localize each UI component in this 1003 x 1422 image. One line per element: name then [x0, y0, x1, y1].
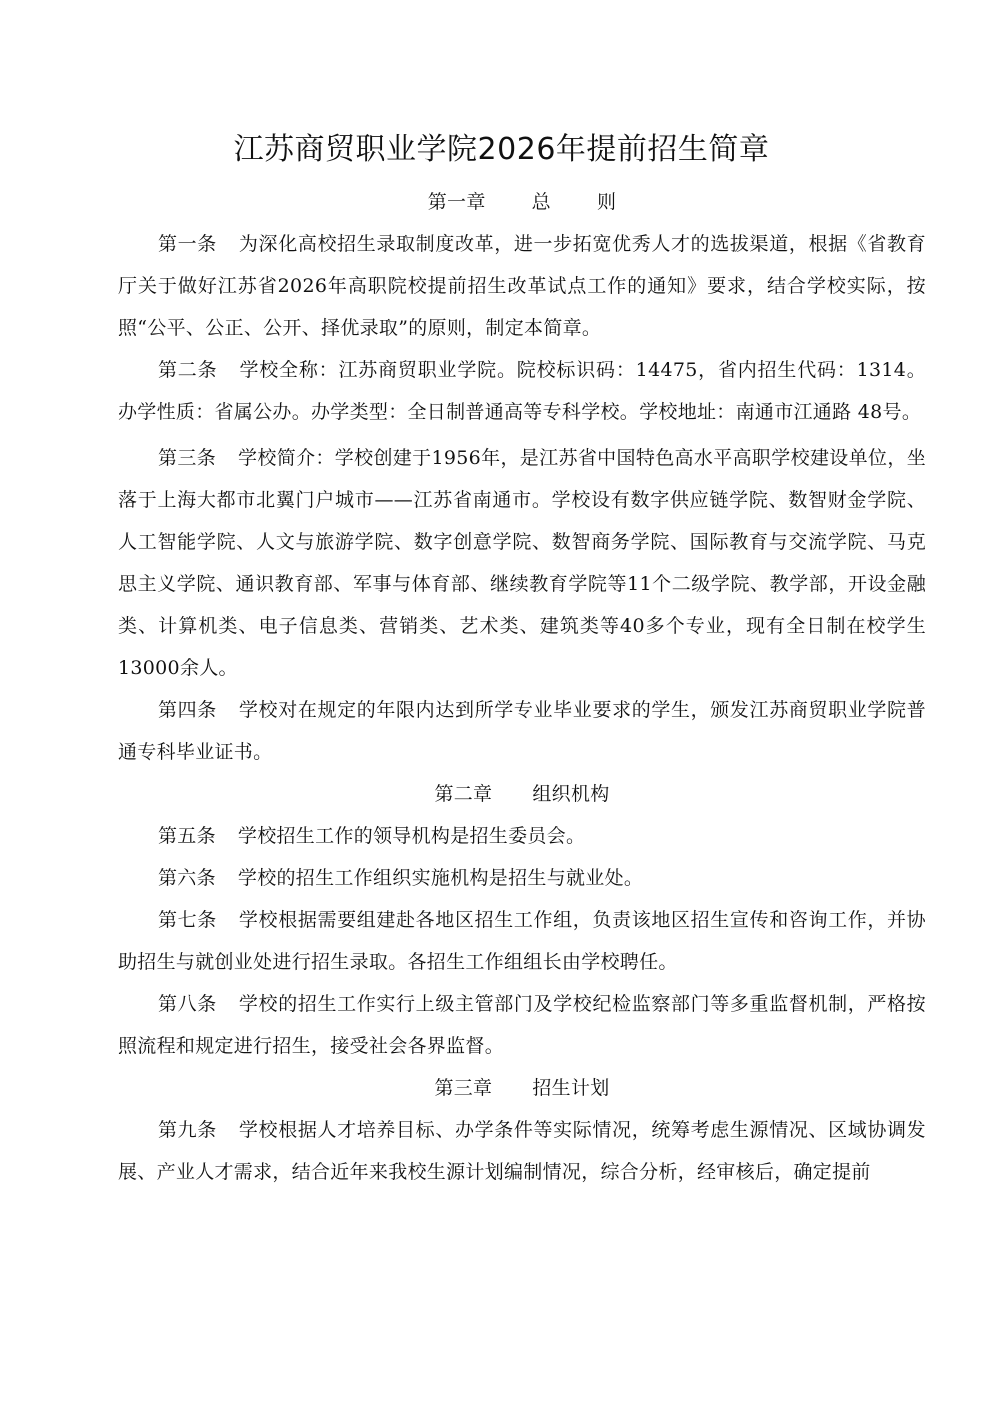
document-body [118, 181, 926, 1193]
article [118, 689, 926, 773]
chapter-heading [118, 1067, 926, 1109]
article [118, 815, 926, 857]
article [118, 223, 926, 349]
chapter-name-part: 总 [531, 191, 551, 213]
article-text: 学校简介：学校创建于1956年，是江苏省中国特色高水平高职学校建设单位，坐落于上海大都市北翼门户城市——江苏省南通市。学校设有数字供应链学院、数智财金学院、人工智能学院、人文与旅游学院、数字创意学院、数智商务学院、国际教育与交流学院、马克思主义学院、通识教育部、军事与体育部、继续教育学院等11个二级学院、教学部，开设金融类、计算机类、电子信息类、营销类、艺术类、建筑类等40多个专业，现有全日制在校学生13000余人。 [118, 447, 926, 679]
article-text: 学校的招生工作实行上级主管部门及学校纪检监察部门等多重监督机制，严格按照流程和规定进行招生，接受社会各界监督。 [118, 993, 926, 1057]
article-number: 第二条 [158, 359, 218, 381]
article [118, 983, 926, 1067]
article-number: 第一条 [158, 233, 217, 255]
article-text: 学校根据需要组建赴各地区招生工作组，负责该地区招生宣传和咨询工作，并协助招生与就创业处进行招生录取。各招生工作组组长由学校聘任。 [118, 909, 926, 973]
article-text: 学校招生工作的领导机构是招生委员会。 [237, 825, 586, 847]
article-number: 第五条 [158, 825, 216, 847]
article [118, 899, 926, 983]
chapter-heading [118, 181, 926, 223]
chapter-name: 组织机构 [532, 783, 610, 805]
article-number: 第八条 [158, 993, 217, 1015]
chapter-number: 第一章 [427, 191, 486, 213]
chapter-name-part: 则 [596, 191, 617, 213]
chapter-heading [118, 773, 926, 815]
article-text: 学校全称：江苏商贸职业学院。院校标识码：14475，省内招生代码：1314。办学性质：省属公办。办学类型：全日制普通高等专科学校。学校地址：南通市江通路 48号。 [118, 359, 926, 423]
article-text: 学校对在规定的年限内达到所学专业毕业要求的学生，颁发江苏商贸职业学院普通专科毕业证书。 [118, 699, 926, 763]
article-number: 第九条 [158, 1119, 217, 1141]
chapter-number: 第二章 [434, 783, 493, 805]
article [118, 349, 926, 433]
article-number: 第七条 [158, 909, 217, 931]
article [118, 437, 926, 689]
article-text: 学校根据人才培养目标、办学条件等实际情况，统筹考虑生源情况、区域协调发展、产业人才需求，结合近年来我校生源计划编制情况，综合分析，经审核后，确定提前 [118, 1119, 926, 1183]
article [118, 1109, 926, 1193]
chapter-number: 第三章 [434, 1077, 493, 1099]
document-title: 江苏商贸职业学院2026年提前招生简章 [233, 132, 770, 167]
article [118, 857, 926, 899]
chapter-name: 招生计划 [532, 1077, 610, 1099]
article-number: 第三条 [158, 447, 217, 469]
article-text: 学校的招生工作组织实施机构是招生与就业处。 [237, 867, 644, 889]
article-number: 第四条 [158, 699, 217, 721]
article-number: 第六条 [158, 867, 216, 889]
article-text: 为深化高校招生录取制度改革，进一步拓宽优秀人才的选拔渠道，根据《省教育厅关于做好江苏省2026年高职院校提前招生改革试点工作的通知》要求，结合学校实际，按照“公平、公正、公开、择优录取”的原则，制定本简章。 [118, 233, 926, 339]
